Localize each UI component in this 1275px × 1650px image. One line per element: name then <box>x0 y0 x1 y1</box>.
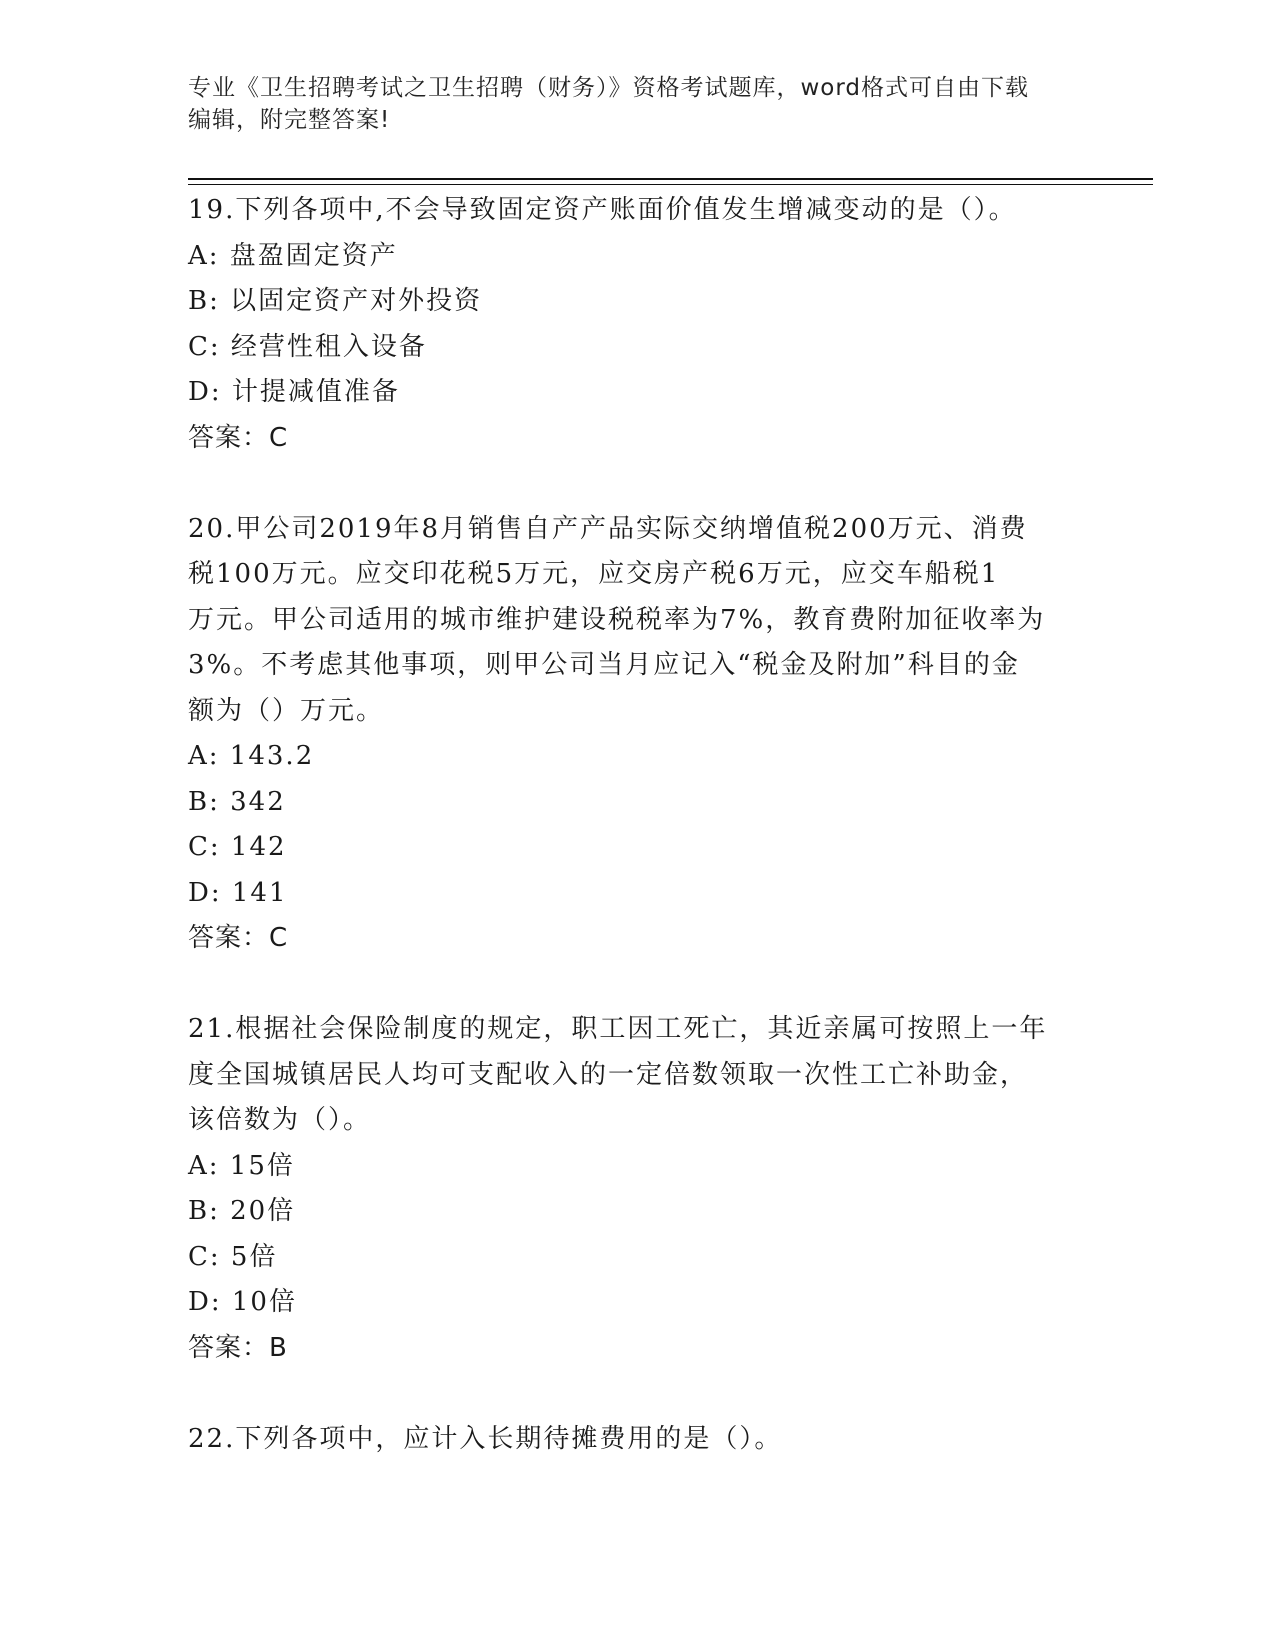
option-c: C: 经营性租入设备 <box>188 331 427 362</box>
question-stem: 21.根据社会保险制度的规定，职工因工死亡，其近亲属可按照上一年 <box>188 1014 1048 1044</box>
question-22 <box>188 1417 1088 1463</box>
header-line-2: 编辑，附完整答案! <box>188 107 391 133</box>
option-b: B: 342 <box>188 786 286 817</box>
question-stem: 19.下列各项中,不会导致固定资产账面价值发生增减变动的是（）。 <box>188 195 1017 225</box>
header-line-1: 专业《卫生招聘考试之卫生招聘（财务）》资格考试题库，word格式可自由下载 <box>188 75 1030 101</box>
question-list <box>188 188 1088 1462</box>
option-c: C: 5倍 <box>188 1241 278 1272</box>
option-d: D: 计提减值准备 <box>188 377 400 407</box>
option-a: A: 143.2 <box>188 741 315 771</box>
document-header <box>188 72 1088 136</box>
question-stem: 22.下列各项中，应计入长期待摊费用的是（）。 <box>188 1423 783 1454</box>
question-stem: 该倍数为（）。 <box>188 1105 372 1135</box>
answer-label: 答案：C <box>188 422 289 453</box>
question-stem: 20.甲公司2019年8月销售自产产品实际交纳增值税200万元、消费 <box>188 513 1028 544</box>
header-rule-thin <box>188 184 1153 185</box>
spacer <box>188 1371 1088 1417</box>
question-stem: 度全国城镇居民人均可支配收入的一定倍数领取一次性工亡补助金， <box>188 1059 1029 1090</box>
question-stem: 税100万元。应交印花税5万元，应交房产税6万元，应交车船税1 <box>188 559 1000 589</box>
question-20 <box>188 507 1088 962</box>
answer-label: 答案：C <box>188 923 289 953</box>
spacer <box>188 461 1088 507</box>
option-b: B: 以固定资产对外投资 <box>188 286 483 316</box>
header-rule-thick <box>188 178 1153 180</box>
option-d: D: 141 <box>188 877 288 908</box>
option-a: A: 盘盈固定资产 <box>188 240 398 271</box>
question-19 <box>188 188 1088 461</box>
option-c: C: 142 <box>188 832 287 862</box>
question-21 <box>188 1007 1088 1371</box>
option-a: A: 15倍 <box>188 1150 295 1181</box>
question-stem: 额为（）万元。 <box>188 695 385 726</box>
option-b: B: 20倍 <box>188 1196 296 1226</box>
option-d: D: 10倍 <box>188 1287 297 1317</box>
answer-label: 答案：B <box>188 1332 288 1363</box>
spacer <box>188 962 1088 1008</box>
question-stem: 3%。不考虑其他事项，则甲公司当月应记入“税金及附加”科目的金 <box>188 650 1020 680</box>
question-stem: 万元。甲公司适用的城市维护建设税税率为7%，教育费附加征收率为 <box>188 604 1046 635</box>
